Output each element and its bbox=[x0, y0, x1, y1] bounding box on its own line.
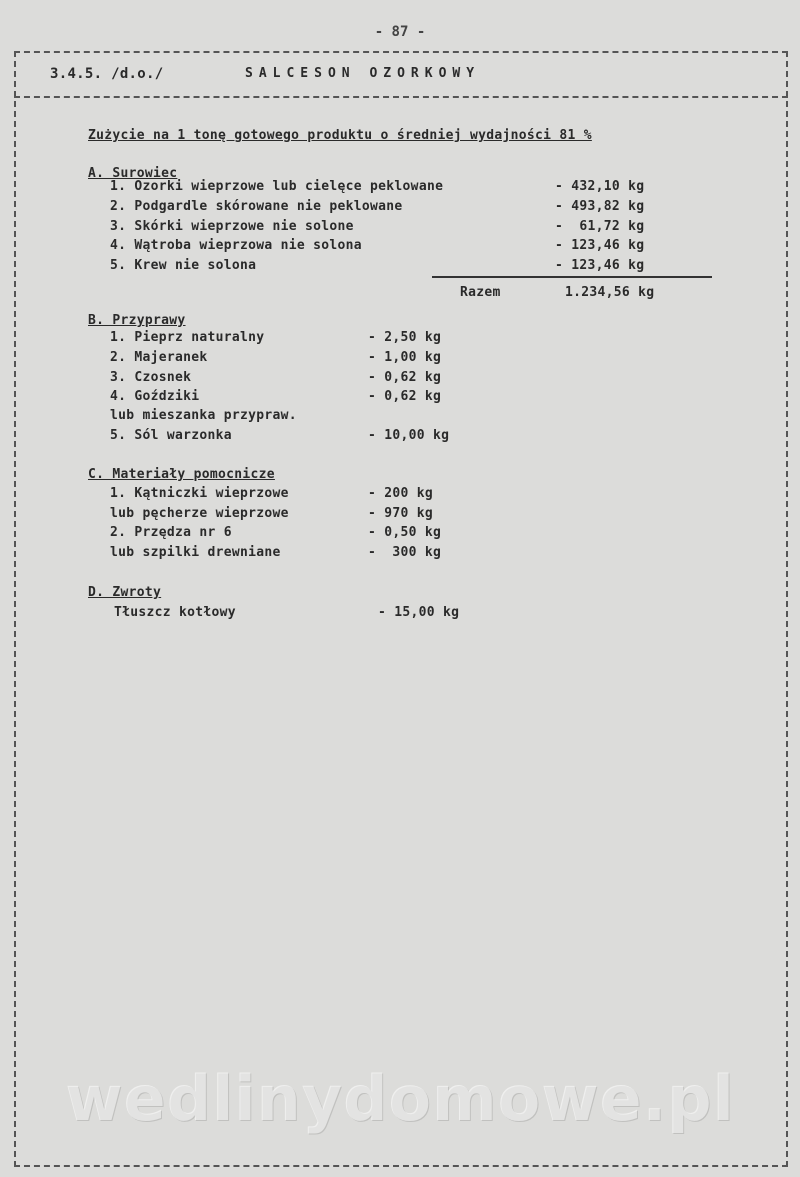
section-c-item: lub szpilki drewniane bbox=[110, 545, 281, 560]
section-c-value: - 300 kg bbox=[368, 545, 442, 560]
total-value: 1.234,56 kg bbox=[565, 285, 655, 300]
section-a-value: - 123,46 kg bbox=[555, 258, 645, 273]
section-d-heading: D. Zwroty bbox=[88, 585, 162, 600]
section-a-value: - 123,46 kg bbox=[555, 238, 645, 253]
section-b-item: 5. Sól warzonka bbox=[110, 428, 232, 443]
section-d-value: - 15,00 kg bbox=[378, 605, 460, 620]
section-a-item: 4. Wątroba wieprzowa nie solona bbox=[110, 238, 362, 253]
section-a-item: 1. Ozorki wieprzowe lub cielęce peklowane bbox=[110, 179, 444, 194]
section-a-label: A. Surowiec bbox=[88, 166, 178, 181]
section-b-value: - 0,62 kg bbox=[368, 389, 442, 404]
section-b-value: - 2,50 kg bbox=[368, 330, 442, 345]
section-c-value: - 0,50 kg bbox=[368, 525, 442, 540]
intro-line: Zużycie na 1 tonę gotowego produktu o średniej wydajności 81 % bbox=[88, 128, 592, 143]
section-b-item: lub mieszanka przypraw. bbox=[110, 408, 297, 423]
section-b-item: 4. Goździki bbox=[110, 389, 200, 404]
section-a-value: - 493,82 kg bbox=[555, 199, 645, 214]
section-c-item: 2. Przędza nr 6 bbox=[110, 525, 232, 540]
section-c-value: - 970 kg bbox=[368, 506, 434, 521]
section-c-item: lub pęcherze wieprzowe bbox=[110, 506, 289, 521]
section-a-item: 3. Skórki wieprzowe nie solone bbox=[110, 219, 354, 234]
section-a-item: 5. Krew nie solona bbox=[110, 258, 257, 273]
section-a-item: 2. Podgardle skórowane nie peklowane bbox=[110, 199, 403, 214]
section-b-heading: B. Przyprawy bbox=[88, 313, 186, 328]
section-a-value: - 61,72 kg bbox=[555, 219, 645, 234]
section-b-item: 3. Czosnek bbox=[110, 370, 192, 385]
document-code: 3.4.5. /d.o./ bbox=[50, 66, 164, 82]
total-label: Razem bbox=[460, 285, 501, 300]
total-rule bbox=[432, 276, 712, 278]
section-b-value: - 1,00 kg bbox=[368, 350, 442, 365]
section-d-item: Tłuszcz kotłowy bbox=[114, 605, 236, 620]
section-b-item: 1. Pieprz naturalny bbox=[110, 330, 265, 345]
section-b-value: - 0,62 kg bbox=[368, 370, 442, 385]
section-b-value: - 10,00 kg bbox=[368, 428, 450, 443]
section-c-heading: C. Materiały pomocnicze bbox=[88, 467, 275, 482]
section-b-item: 2. Majeranek bbox=[110, 350, 208, 365]
header-divider bbox=[14, 96, 788, 98]
section-c-value: - 200 kg bbox=[368, 486, 434, 501]
document-title: SALCESON OZORKOWY bbox=[245, 66, 481, 81]
section-c-item: 1. Kątniczki wieprzowe bbox=[110, 486, 289, 501]
page-number: - 87 - bbox=[374, 24, 426, 40]
section-a-value: - 432,10 kg bbox=[555, 179, 645, 194]
watermark: wedlinydomowe.pl bbox=[65, 1062, 735, 1135]
